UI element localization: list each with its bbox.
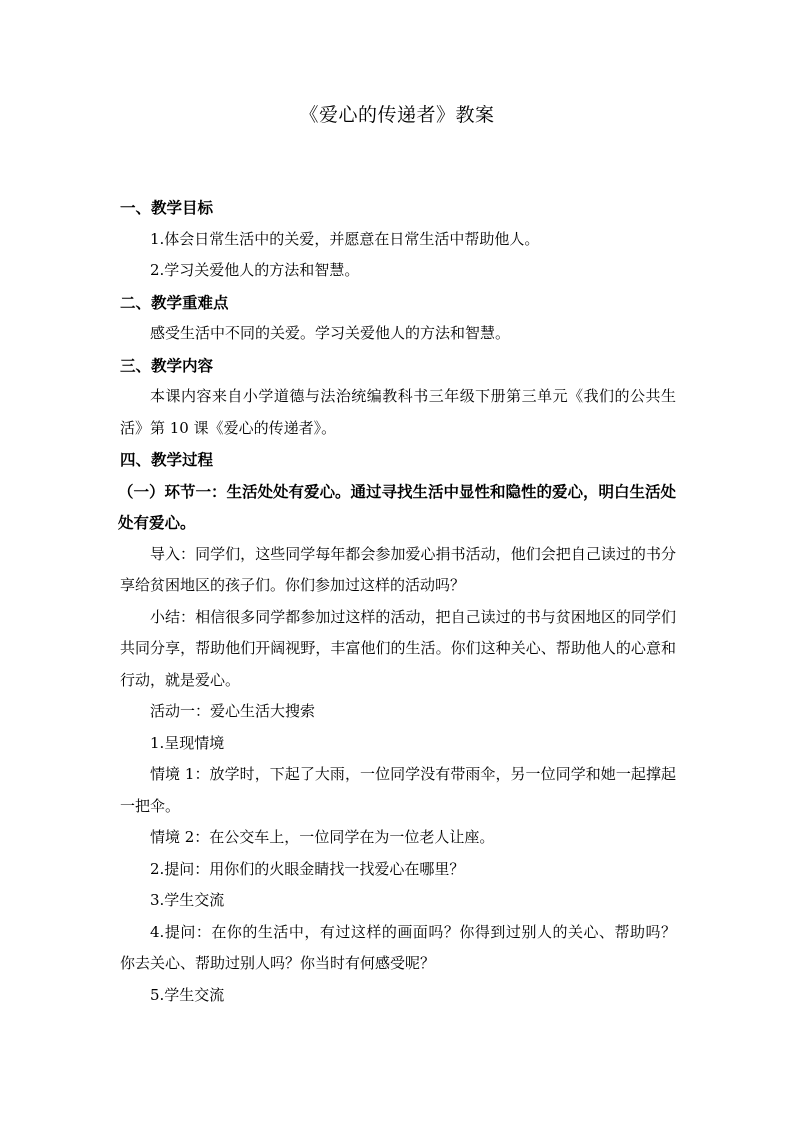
section-heading-goals: 一、教学目标 bbox=[120, 198, 214, 217]
document-body bbox=[120, 192, 676, 1011]
scenario-2: 情境 2：在公交车上，一位同学在为一位老人让座。 bbox=[150, 828, 495, 846]
activity-one-title: 活动一：爱心生活大搜索 bbox=[150, 702, 316, 720]
process-step-1: 1.呈现情境 bbox=[150, 733, 225, 752]
process-step-2: 2.提问：用你们的火眼金睛找一找爱心在哪里？ bbox=[150, 859, 465, 878]
section-heading-key-points: 二、教学重难点 bbox=[120, 292, 229, 312]
process-step-3: 3.学生交流 bbox=[150, 891, 225, 909]
content-paragraph: 本课内容来自小学道德与法治统编教科书三年级下册第三单元《我们的公共生活》第 10 课《爱心的传递者》。 bbox=[120, 387, 676, 437]
scenario-1: 情境 1：放学时，下起了大雨，一位同学没有带雨伞，另一位同学和她一起撑起一把伞。 bbox=[120, 765, 676, 815]
step-one-heading: （一）环节一：生活处处有爱心。通过寻找生活中显性和隐性的爱心，明白生活处处有爱心。 bbox=[118, 481, 677, 532]
section-heading-content: 三、教学内容 bbox=[120, 355, 214, 375]
process-step-4: 4.提问：在你的生活中，有过这样的画面吗？你得到过别人的关心、帮助吗？ 你去关心、帮助过别人吗？你当时有何感受呢？ bbox=[120, 922, 676, 972]
goal-item-2: 2.学习关爱他人的方法和智慧。 bbox=[150, 261, 360, 279]
document-title: 《爱心的传递者》教案 bbox=[299, 104, 495, 126]
summary-paragraph: 小结：相信很多同学都参加过这样的活动，把自己读过的书与贫困地区的同学们共同分享，帮助他们开阔视野，丰富他们的生活。你们这种关心、帮助他人的心意和行动，就是爱心。 bbox=[120, 607, 676, 689]
goal-item-1: 1.体会日常生活中的关爱，并愿意在日常生活中帮助他人。 bbox=[150, 229, 540, 248]
process-step-5: 5.学生交流 bbox=[150, 985, 225, 1004]
intro-paragraph: 导入：同学们，这些同学每年都会参加爱心捐书活动，他们会把自己读过的书分享给贫困地区的孩子们。你们参加过这样的活动吗？ bbox=[120, 544, 676, 594]
key-points-text: 感受生活中不同的关爱。学习关爱他人的方法和智慧。 bbox=[150, 324, 511, 342]
section-heading-process: 四、教学过程 bbox=[120, 450, 214, 469]
